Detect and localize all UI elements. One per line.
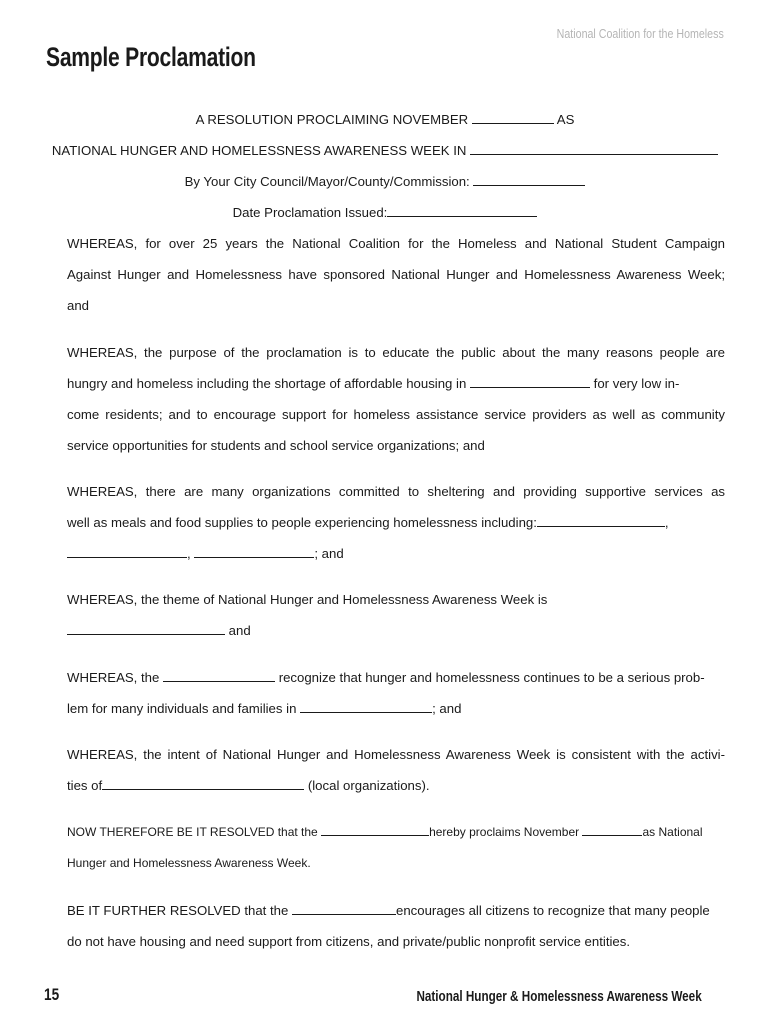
blank-organization-3[interactable] [194,545,314,558]
blank-organization-2[interactable] [67,545,187,558]
header-organization: National Coalition for the Homeless [556,26,724,41]
p3-line-2-comma: , [664,515,669,530]
further-resolved-paragraph [67,895,725,957]
blank-authority[interactable] [473,173,585,186]
blank-proclaim-date[interactable] [582,823,642,836]
p3-line-3-end: ; and [314,546,344,561]
page-title: Sample Proclamation [46,42,256,72]
p2-line-2b: for very low in- [593,376,680,391]
p3-line-2-text: well as meals and food supplies to people experiencing homelessness including: [67,515,537,530]
p6-line-2b: (local organizations). [307,778,430,793]
blank-region[interactable] [300,700,432,713]
intro-line-2-text: NATIONAL HUNGER AND HOMELESSNESS AWARENESS WEEK IN [51,143,467,158]
intro-line-4-text: Date Proclamation Issued: [232,205,388,220]
intro-line-1 [0,111,770,127]
p6-line-2a: ties of [67,778,103,793]
p2-line-4: service opportunities for students and school service organizations; and [67,438,485,453]
p5-line-1a: WHEREAS, the [67,670,160,685]
intro-line-1-text: A RESOLUTION PROCLAIMING NOVEMBER [195,112,469,127]
p3-line-3-comma: , [187,546,191,561]
p5-line-2a: lem for many individuals and families in [67,701,297,716]
p5-line-2b: ; and [432,701,462,716]
page-number: 15 [44,985,60,1004]
resolved-paragraph [67,817,725,879]
p1-line-1: WHEREAS, for over 25 years the National Coalition for the Homeless and National Student Campaign [67,236,725,251]
p8-line-1b: encourages all citizens to recognize that many people [396,903,710,918]
p8-line-1a: BE IT FURTHER RESOLVED that the [67,903,289,918]
p3-line-3 [67,538,725,569]
blank-recognizer[interactable] [163,669,275,682]
p7-line-1a: NOW THEREFORE BE IT RESOLVED that the [67,825,318,839]
whereas-paragraph-6 [67,739,725,801]
intro-line-3 [0,173,770,189]
blank-november-date[interactable] [472,111,554,124]
p1-line-2: Against Hunger and Homelessness have sponsored National Hunger and Homelessness Awareness Week; [67,267,725,282]
intro-line-4 [0,204,770,220]
blank-theme[interactable] [67,622,225,635]
p2-line-2a: hungry and homeless including the shortage of affordable housing in [67,376,467,391]
whereas-paragraph-3 [67,476,725,569]
blank-housing-location[interactable] [470,375,590,388]
p1-line-3: and [67,298,90,313]
whereas-paragraph-2 [67,337,725,461]
p4-line-1: WHEREAS, the theme of National Hunger and Homelessness Awareness Week is [67,592,548,607]
p7-line-1 [67,817,725,848]
p3-line-2 [67,507,725,538]
p8-line-1 [67,895,725,926]
intro-line-1-as: AS [556,112,575,127]
blank-location[interactable] [470,142,718,155]
blank-proclaiming-body[interactable] [321,823,429,836]
p5-line-1b: recognize that hunger and homelessness continues to be a serious prob- [278,670,705,685]
p4-line-2-and: and [228,623,251,638]
intro-line-2 [0,142,770,158]
footer-publication-title: National Hunger & Homelessness Awareness Week [416,988,702,1005]
p2-line-2 [67,368,725,399]
p6-line-2 [67,770,725,801]
blank-local-organizations[interactable] [102,777,304,790]
p2-line-3: come residents; and to encourage support for homeless assistance service providers as well as community [67,407,725,422]
blank-encouraging-body[interactable] [292,902,396,915]
whereas-paragraph-4 [67,584,725,646]
p4-line-2 [67,615,725,646]
p3-line-1: WHEREAS, there are many organizations committed to sheltering and providing supportive services as [67,484,725,499]
p2-line-1: WHEREAS, the purpose of the proclamation is to educate the public about the many reasons people are [67,345,725,360]
p8-line-2: do not have housing and need support from citizens, and private/public nonprofit service entities. [67,934,631,949]
whereas-paragraph-5 [67,662,725,724]
p6-line-1: WHEREAS, the intent of National Hunger and Homelessness Awareness Week is consistent with the activi- [67,747,725,762]
p7-line-1b: hereby proclaims November [429,825,580,839]
p7-line-1c: as National [642,825,703,839]
p5-line-2 [67,693,725,724]
p5-line-1 [67,662,725,693]
intro-line-3-text: By Your City Council/Mayor/County/Commission: [184,174,470,189]
blank-organization-1[interactable] [537,514,665,527]
p7-line-2: Hunger and Homelessness Awareness Week. [67,856,311,870]
blank-date-issued[interactable] [387,204,537,217]
whereas-paragraph-1 [67,228,725,321]
